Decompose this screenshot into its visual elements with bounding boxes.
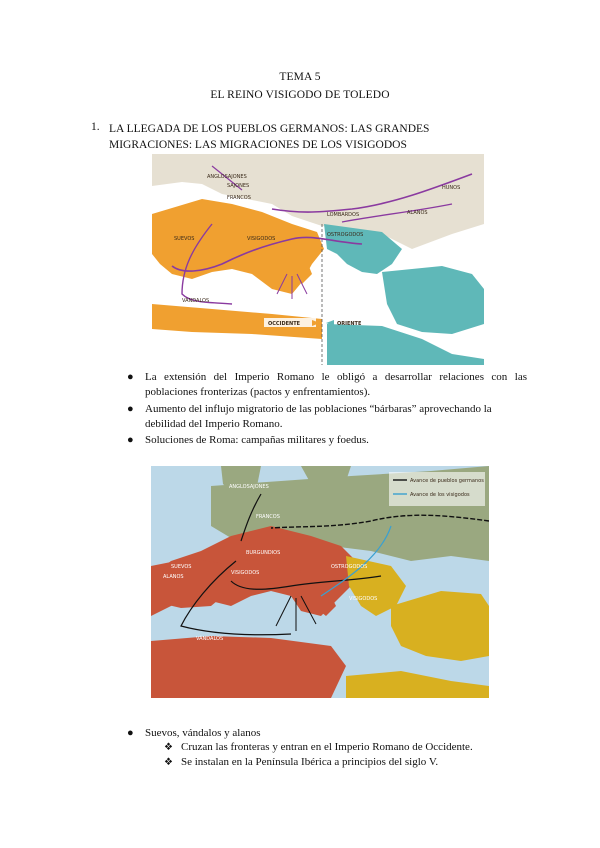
map2-label-visigodos-west: VISIGODOS	[231, 570, 260, 576]
map2-north-africa	[151, 636, 346, 698]
bullet-icon: ●	[127, 727, 134, 739]
bullet-icon: ●	[127, 371, 134, 383]
map1-label-occidente: OCCIDENTE	[268, 321, 301, 327]
map2-label-francos: FRANCOS	[256, 514, 280, 520]
section-number: 1.	[91, 121, 100, 133]
map1-label-anglosajones: ANGLOSAJONES	[207, 174, 247, 180]
map1-label-alanos: ALANOS	[407, 210, 428, 216]
map1-label-sajones: SAJONES	[227, 183, 250, 189]
page-title: EL REINO VISIGODO DE TOLEDO	[210, 89, 390, 101]
bullet-text-2: Aumento del influjo migratorio de las poblaciones “bárbaras” aprovechando la debilidad del Imperio Romano.	[145, 403, 492, 430]
map2-label-ostrogodos: OSTROGODOS	[331, 564, 368, 570]
map-migrations-visigoths	[152, 154, 484, 365]
map2-legend-item-2: Avance de los visigodos	[410, 492, 470, 498]
bullet-text-3: Soluciones de Roma: campañas militares y foedus.	[145, 434, 369, 446]
map2-label-burgundios: BURGUNDIOS	[246, 550, 281, 556]
map1-anatolia	[382, 266, 484, 334]
bullet-text-4: Suevos, vándalos y alanos	[145, 727, 261, 739]
map1-label-oriente: ORIENTE	[337, 321, 362, 327]
diamond-bullet-icon: ❖	[164, 757, 173, 768]
map2-legend-item-1: Avance de pueblos germanos	[410, 478, 484, 484]
map2-label-visigodos-east: VISIGODOS	[349, 596, 378, 602]
map1-label-visigodos: VISIGODOS	[247, 236, 276, 242]
map1-label-ostrogodos: OSTROGODOS	[327, 232, 364, 238]
map2-label-alanos: ALANOS	[163, 574, 184, 580]
bullet-icon: ●	[127, 434, 134, 446]
map2-svg	[151, 466, 489, 698]
map1-svg	[152, 154, 484, 365]
bullet-icon: ●	[127, 403, 134, 415]
topic-number: TEMA 5	[279, 71, 321, 83]
map1-label-francos: FRANCOS	[227, 195, 251, 201]
sub-bullet-text-2: Se instalan en la Península Ibérica a principios del siglo V.	[181, 756, 439, 768]
map1-label-vandalos: VÁNDALOS	[182, 298, 210, 304]
map2-label-anglosajones: ANGLOSAJONES	[229, 484, 269, 490]
bullet-text-1: La extensión del Imperio Romano le obligó a desarrollar relaciones con las poblaciones fronterizas (pactos y enfrentamientos).	[145, 371, 527, 398]
map2-label-vandalos: VÁNDALOS	[196, 636, 224, 642]
diamond-bullet-icon: ❖	[164, 742, 173, 753]
map1-label-suevos: SUEVOS	[174, 236, 195, 242]
sub-bullet-text-1: Cruzan las fronteras y entran en el Imperio Romano de Occidente.	[181, 741, 473, 753]
map-germanic-migrations	[151, 466, 489, 698]
map1-label-lombardos: LOMBARDOS	[327, 212, 360, 218]
map1-label-hunos: HUNOS	[442, 185, 461, 191]
map2-label-suevos: SUEVOS	[171, 564, 192, 570]
section-title: LA LLEGADA DE LOS PUEBLOS GERMANOS: LAS GRANDES MIGRACIONES: LAS MIGRACIONES DE LOS VISIGODOS	[109, 123, 430, 151]
